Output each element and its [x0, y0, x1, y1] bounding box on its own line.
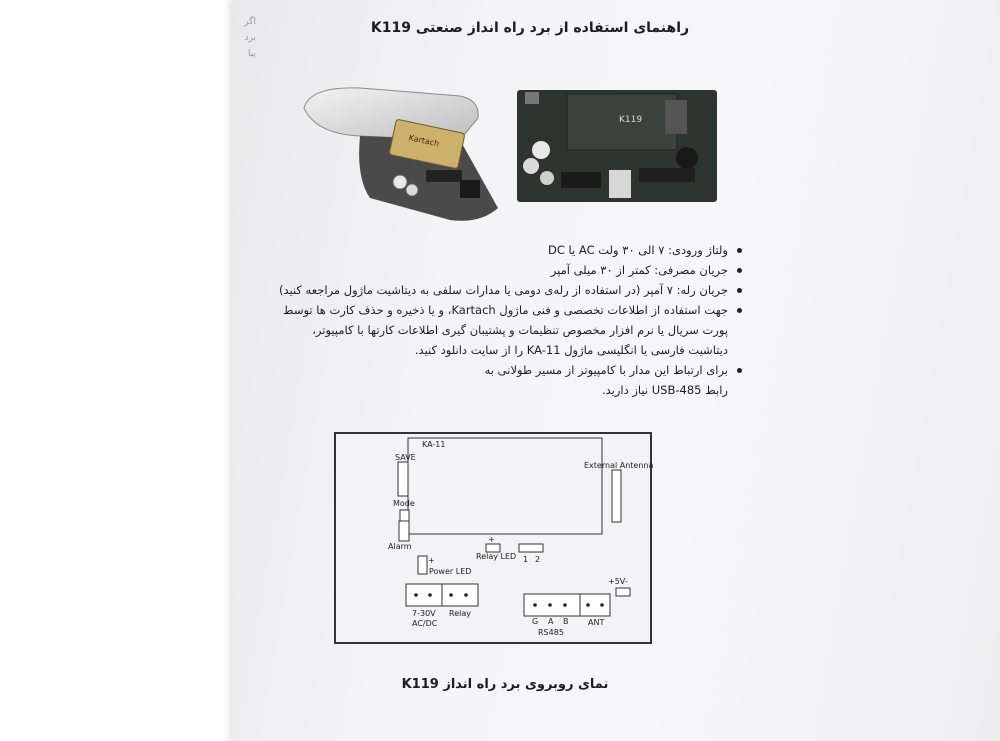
external-antenna-label: External Antenna [584, 461, 654, 470]
mode-label: Mode [393, 499, 415, 508]
rs485-a-label: A [548, 617, 554, 626]
board-photo [515, 86, 720, 206]
spec-computer-connection: برای ارتباط این مدار با کامپیوتر از مسیر طولانی به [262, 360, 742, 380]
adjacent-page-edge-text: اگر برد پیا [244, 17, 256, 59]
spec-usb485-interface: رابط USB-485 نیاز دارید. [601, 383, 728, 397]
diagram-caption: نمای روبروی برد راه انداز K119 [401, 677, 609, 692]
spec-datasheet-info: جهت استفاده از اطلاعات تخصصی و فنی ماژول Kartach، و یا ذخیره و حذف کارت ها توسط [262, 300, 742, 320]
board-front-diagram [334, 432, 652, 644]
spec-datasheet-info-continued: پورت سریال یا نرم افزار مخصوص تنظیمات و پشتیبان گیری اطلاعات کارتها با کامپیوتر، [312, 323, 728, 337]
power-led-plus-label: + [428, 556, 435, 565]
power-led-label: Power LED [429, 567, 472, 576]
spec-input-voltage: ولتاژ ورودی: ۷ الی ۳۰ ولت AC یا DC [262, 240, 742, 260]
spec-current-consumption: جریان مصرفی: کمتر از ۳۰ میلی آمپر [262, 260, 742, 280]
relay-led-plus-label: + [488, 535, 495, 544]
spec-datasheet-download: دیتاشیت فارسی یا انگلیسی ماژول KA-11 را از سایت دانلود کنید. [414, 343, 728, 357]
plus-5v-label: +5V- [608, 577, 628, 586]
enclosure-photo [300, 78, 500, 226]
rs485-b-label: B [563, 617, 569, 626]
page-title: راهنمای استفاده از برد راه انداز صنعتی K119 [370, 20, 690, 36]
save-button-label: SAVE [395, 453, 416, 462]
relay-terminal-label: Relay [449, 609, 471, 618]
acdc-label: AC/DC [412, 619, 438, 628]
module-label: Kartach [407, 133, 441, 149]
jumper-1-label: 1 [523, 555, 529, 564]
rs485-label: RS485 [538, 628, 564, 637]
rs485-g-label: G [532, 617, 539, 626]
module-ka11-label: KA-11 [422, 440, 446, 449]
jumper-2-label: 2 [535, 555, 541, 564]
ant-label: ANT [588, 618, 605, 627]
spec-relay-current: جریان رله: ۷ آمپر (در استفاده از رله‌ی دومی یا مدارات سلفی به دیتاشیت ماژول مراجعه کنید) [262, 280, 742, 300]
alarm-label: Alarm [388, 542, 412, 551]
input-voltage-label: 7-30V [412, 609, 436, 618]
board-label: K119 [619, 115, 643, 125]
relay-led-label: Relay LED [476, 552, 517, 561]
specifications-list [262, 240, 742, 400]
